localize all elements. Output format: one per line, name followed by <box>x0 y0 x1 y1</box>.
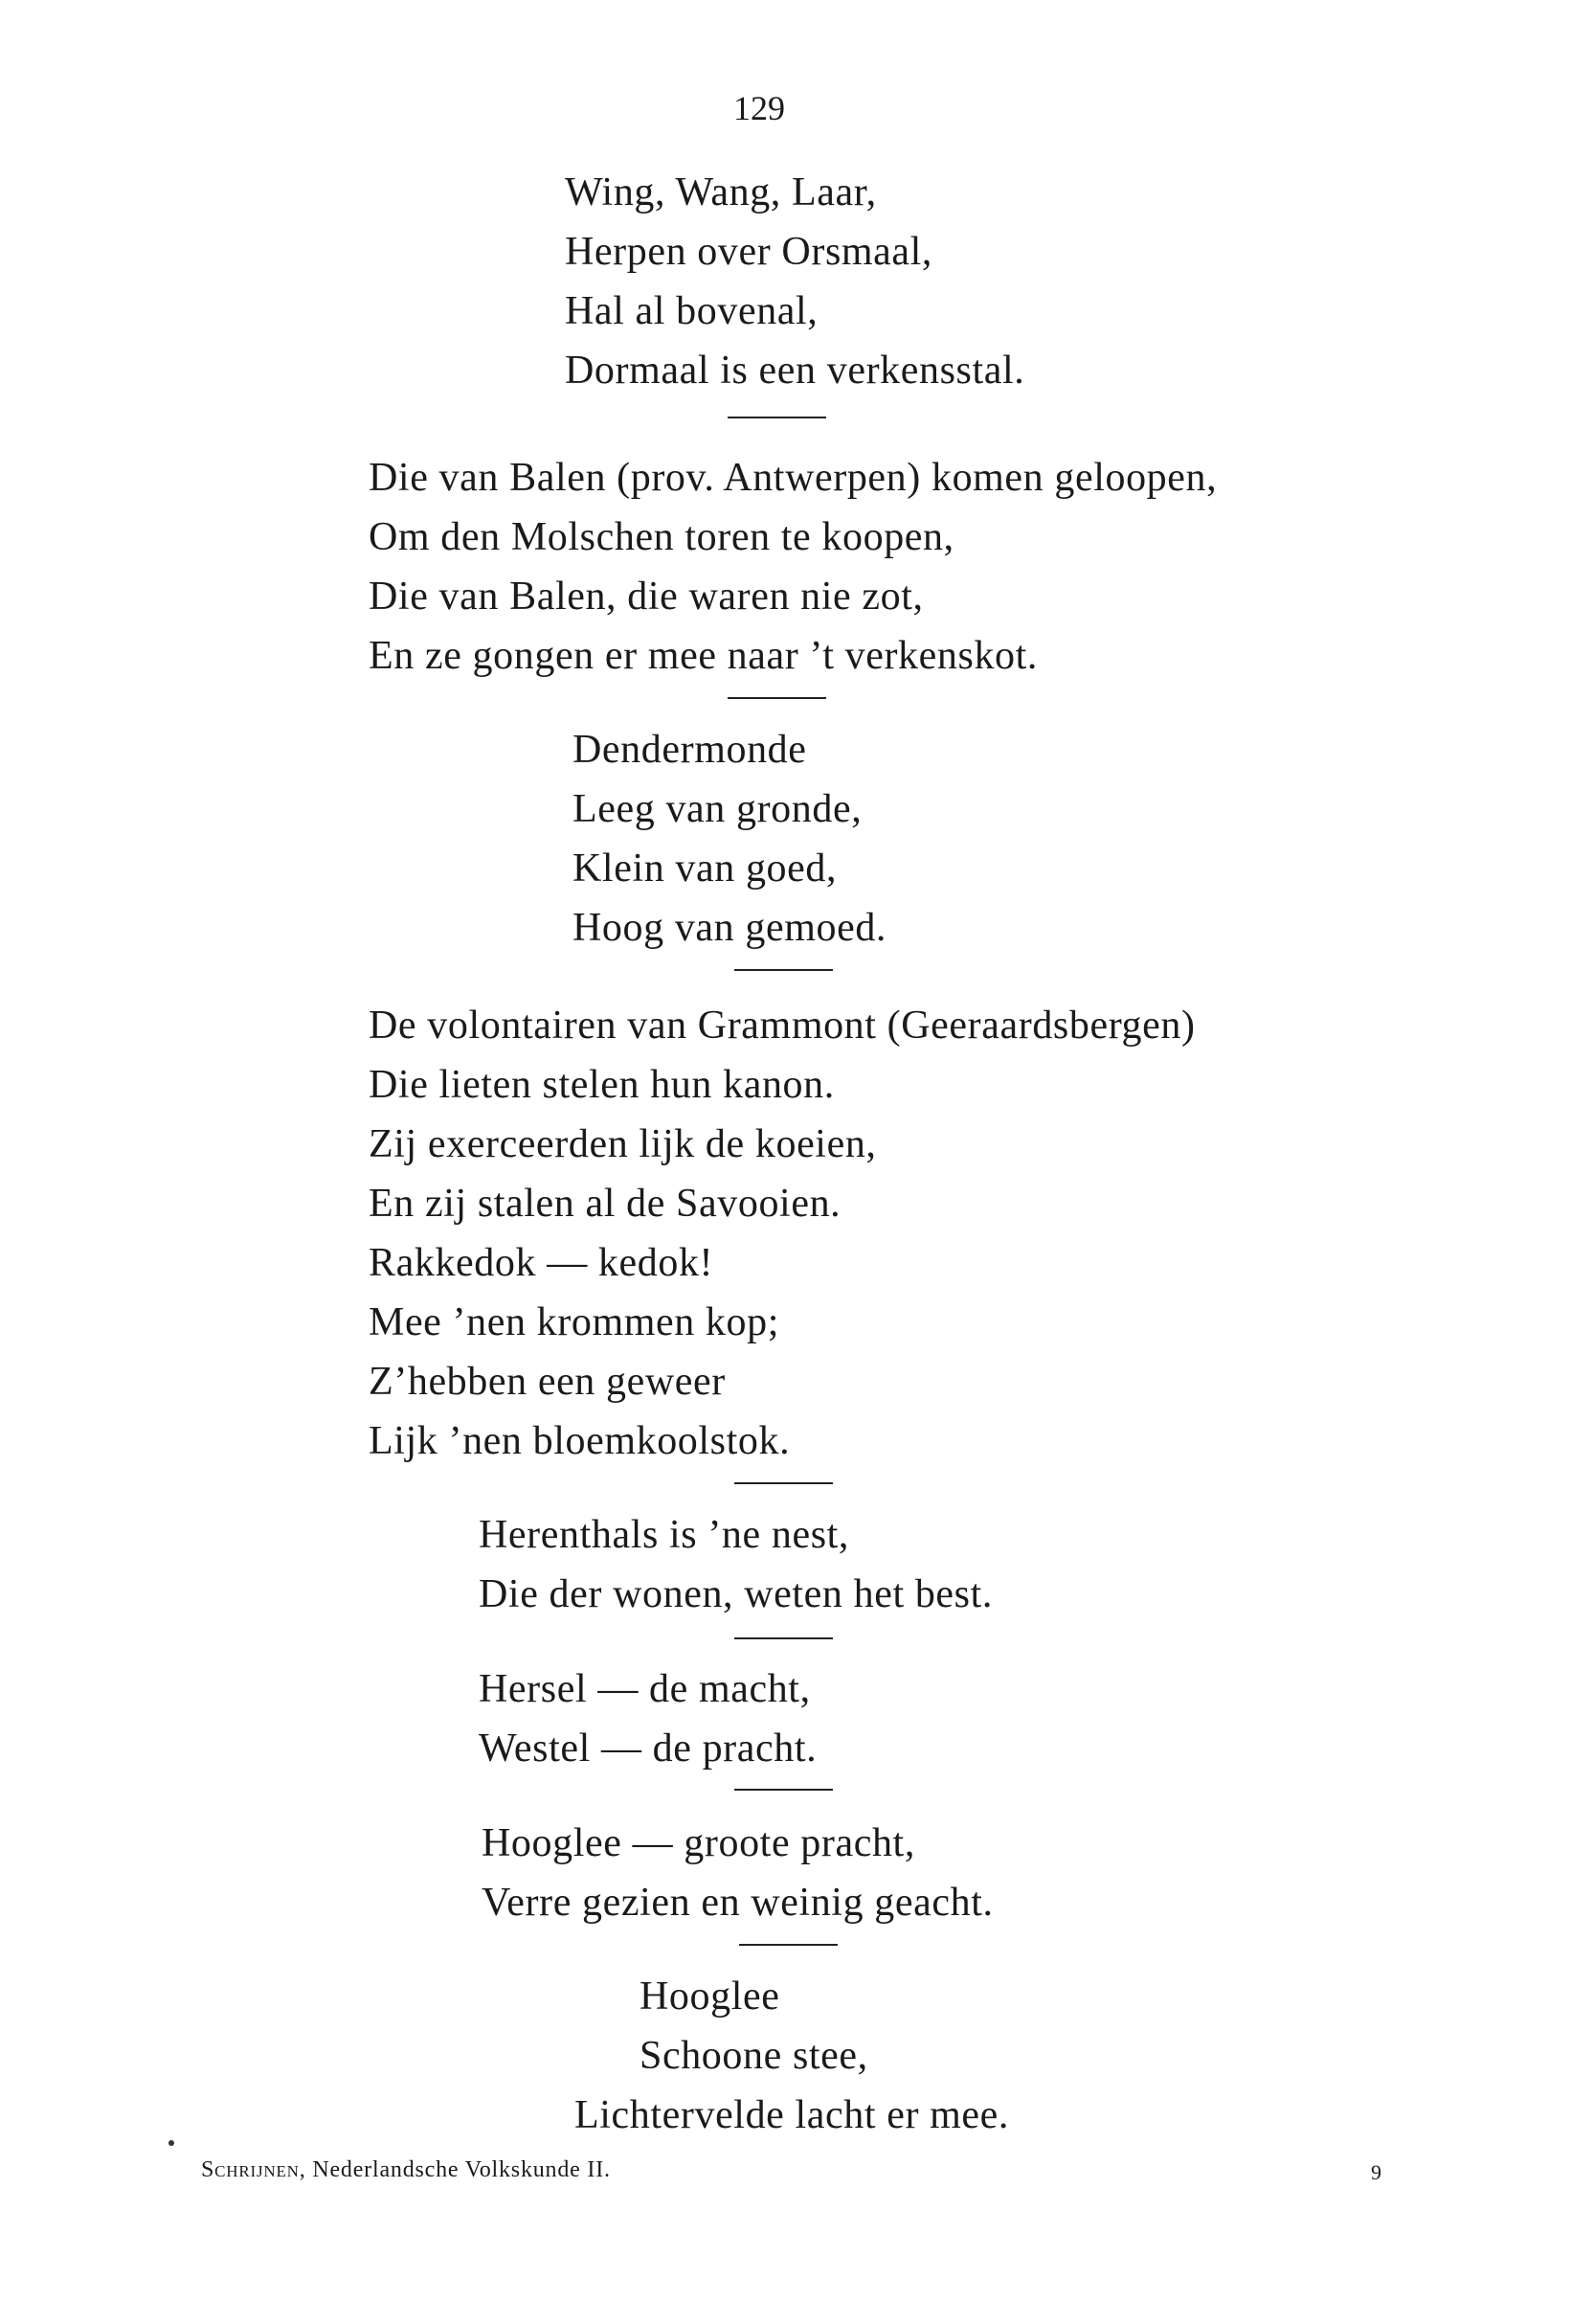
section-divider <box>728 697 826 699</box>
verse-line: Herenthals is ’ne nest, <box>479 1513 850 1557</box>
verse-line: Schoone stee, <box>640 2034 868 2078</box>
verse-line: Klein van goed, <box>572 846 838 891</box>
verse-line: Om den Molschen toren te koopen, <box>369 515 954 559</box>
verse-line: Verre gezien en weinig geacht. <box>482 1881 994 1925</box>
verse-line: Westel — de pracht. <box>479 1726 818 1771</box>
verse-line: De volontairen van Grammont (Geeraardsbergen) <box>369 1004 1196 1048</box>
running-footer <box>201 2157 611 2183</box>
verse-line: Hal al bovenal, <box>565 289 819 333</box>
verse-line: Die der wonen, weten het best. <box>479 1572 993 1616</box>
footer-title: Nederlandsche Volkskunde II. <box>312 2157 611 2182</box>
verse-line: En ze gongen er mee naar ’t verkenskot. <box>369 634 1039 678</box>
verse-line: Herpen over Orsmaal, <box>565 230 933 274</box>
page-number: 129 <box>733 89 785 127</box>
verse-line: Hersel — de macht, <box>479 1667 811 1711</box>
signature-mark: 9 <box>1371 2160 1382 2184</box>
verse-line: Rakkedok — kedok! <box>369 1241 714 1285</box>
verse-line: Dendermonde <box>572 728 807 772</box>
verse-line: Z’hebben een geweer <box>369 1360 726 1404</box>
verse-line: Lichtervelde lacht er mee. <box>574 2093 1010 2137</box>
verse-line: Die van Balen (prov. Antwerpen) komen geloopen, <box>369 456 1218 500</box>
verse-line: Mee ’nen krommen kop; <box>369 1300 779 1344</box>
section-divider <box>728 417 826 418</box>
section-divider <box>734 1789 833 1791</box>
verse-line: Die lieten stelen hun kanon. <box>369 1063 835 1107</box>
section-divider <box>739 1944 838 1946</box>
section-divider <box>734 1482 833 1484</box>
section-divider <box>734 1637 833 1639</box>
verse-line: Die van Balen, die waren nie zot, <box>369 575 924 619</box>
verse-line: Dormaal is een verkensstal. <box>565 349 1025 393</box>
footer-author: Schrijnen, <box>201 2157 306 2182</box>
verse-line: Lijk ’nen bloemkoolstok. <box>369 1419 791 1463</box>
verse-line: En zij stalen al de Savooien. <box>369 1182 842 1226</box>
section-divider <box>734 969 833 971</box>
print-mark <box>168 2140 174 2146</box>
verse-line: Wing, Wang, Laar, <box>565 170 877 214</box>
verse-line: Hoog van gemoed. <box>572 906 887 950</box>
verse-line: Hooglee — groote pracht, <box>482 1821 915 1865</box>
verse-line: Leeg van gronde, <box>572 787 863 831</box>
verse-line: Zij exerceerden lijk de koeien, <box>369 1122 877 1166</box>
verse-line: Hooglee <box>640 1974 780 2019</box>
